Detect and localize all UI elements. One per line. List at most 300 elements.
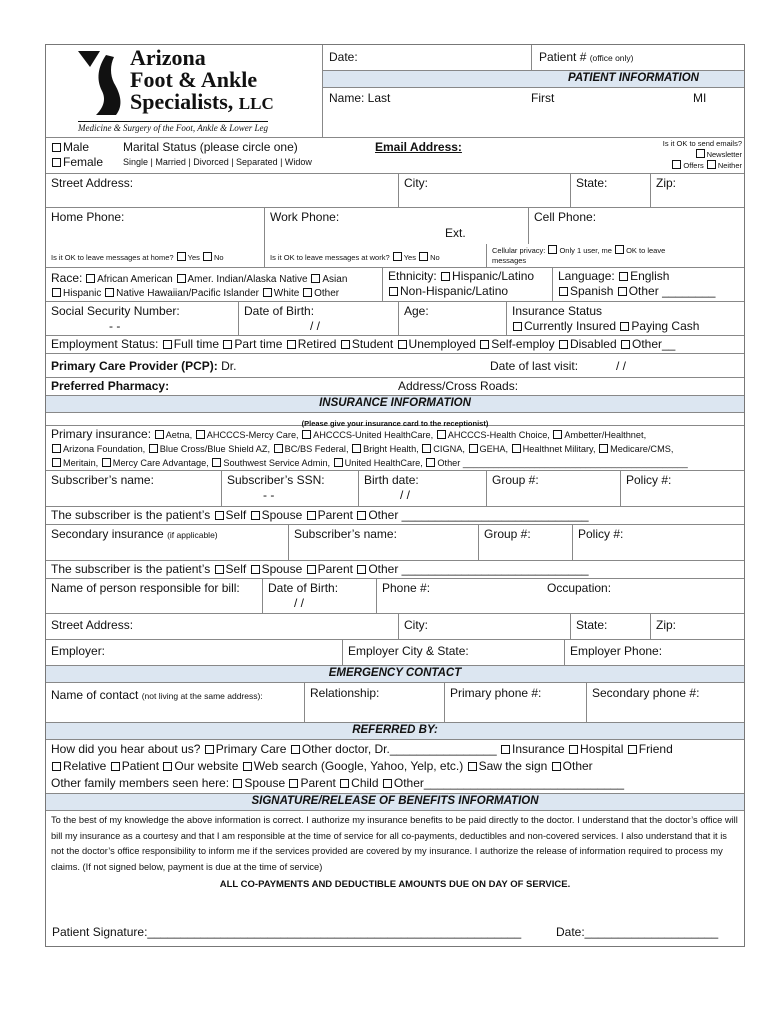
insurance-option: Aetna, <box>165 430 193 440</box>
emergency-name-line <box>51 688 299 703</box>
checkbox[interactable] <box>287 340 296 349</box>
secondary-subscriber-label: Subscriber’s name: <box>294 527 397 541</box>
checkbox[interactable] <box>52 288 61 297</box>
employment-option: Part time <box>234 337 283 351</box>
work-message-question <box>270 252 481 263</box>
insurance-option: Other ____________________________________________ <box>437 458 688 468</box>
checkbox[interactable] <box>311 274 320 283</box>
cell-privacy-cell <box>486 244 744 267</box>
checkbox[interactable] <box>52 458 61 467</box>
checkbox[interactable] <box>203 252 212 261</box>
insurance-option: Healthnet Military, <box>522 444 596 454</box>
logo-llc: LLC <box>238 94 274 113</box>
checkbox[interactable] <box>341 340 350 349</box>
city-label: City: <box>404 176 428 190</box>
home-message-question <box>51 252 259 263</box>
employment-row <box>46 336 744 354</box>
employer-city-cell[interactable] <box>342 640 564 665</box>
emergency-row <box>46 683 744 723</box>
emergency-primary-label: Primary phone #: <box>450 686 542 700</box>
female-label: Female <box>63 155 104 169</box>
occupation-label: Occupation: <box>547 581 612 595</box>
pcp-cell[interactable] <box>46 354 744 377</box>
relationship-line-2 <box>51 562 739 577</box>
last-visit-label: Date of last visit: <box>490 359 579 373</box>
checkbox[interactable] <box>243 762 252 771</box>
employer-label: Employer: <box>51 644 106 658</box>
patient-number-note: (office only) <box>589 53 634 63</box>
subscriber-ssn-cell[interactable] <box>221 471 358 506</box>
subscriber-birth-cell[interactable] <box>358 471 486 506</box>
checkbox[interactable] <box>52 143 61 152</box>
responsible-dob-cell[interactable] <box>262 579 376 613</box>
checkbox[interactable] <box>215 565 224 574</box>
responsible-street-cell[interactable] <box>46 614 398 639</box>
checkbox[interactable] <box>357 565 366 574</box>
subscriber-row <box>46 471 744 507</box>
checkbox[interactable] <box>621 340 630 349</box>
spouse-label: Spouse <box>261 562 303 576</box>
responsible-address-row <box>46 614 744 640</box>
checkbox[interactable] <box>619 272 628 281</box>
referred-section-header <box>46 723 744 740</box>
checkbox[interactable] <box>469 444 478 453</box>
relationship-row-2 <box>46 561 744 579</box>
other-label: Other ____________________________ <box>368 562 589 576</box>
emergency-section-header <box>46 666 744 683</box>
responsible-zip-cell[interactable] <box>650 614 744 639</box>
employment-option: Unemployed <box>408 337 476 351</box>
checkbox[interactable] <box>422 444 431 453</box>
last-name-label: Name: Last <box>329 91 391 105</box>
home-phone-label: Home Phone: <box>51 210 125 224</box>
responsible-state-cell[interactable] <box>570 614 650 639</box>
policy-cell[interactable] <box>620 471 744 506</box>
insurance-option: Arizona Foundation, <box>63 444 146 454</box>
signature-block <box>46 811 744 946</box>
newsletter-option[interactable] <box>636 149 742 160</box>
checkbox[interactable] <box>205 745 214 754</box>
ref-patient: Patient <box>121 759 160 773</box>
zip-cell[interactable] <box>650 174 744 207</box>
checkbox[interactable] <box>303 288 312 297</box>
state-cell[interactable] <box>570 174 650 207</box>
checkbox[interactable] <box>177 252 186 261</box>
checkbox[interactable] <box>419 252 428 261</box>
insurance-option: AHCCCS-United HealthCare, <box>313 430 434 440</box>
work-message-cell <box>264 244 486 267</box>
logo-line-3 <box>130 91 274 115</box>
language-other: Other ________ <box>628 284 716 298</box>
checkbox[interactable] <box>426 458 435 467</box>
emergency-primary-cell[interactable] <box>444 683 586 722</box>
ethnicity-hispanic: Hispanic/Latino <box>452 269 535 283</box>
zip-label: Zip: <box>656 176 677 190</box>
race-white: White <box>273 288 300 299</box>
pcp-label-line <box>51 359 739 374</box>
checkbox[interactable] <box>291 745 300 754</box>
secondary-group-cell[interactable] <box>478 525 572 560</box>
checkbox[interactable] <box>383 779 392 788</box>
fam-spouse: Spouse <box>244 776 286 790</box>
insurance-status-label: Insurance Status <box>512 304 603 318</box>
relationship-label: The subscriber is the patient’s <box>51 562 211 576</box>
logo-line-1: Arizona <box>130 45 206 70</box>
checkbox[interactable] <box>105 288 114 297</box>
race-cell <box>46 268 382 301</box>
secondary-policy-cell[interactable] <box>572 525 744 560</box>
secondary-insurance-row <box>46 525 744 561</box>
pcp-label: Primary Care Provider (PCP): <box>51 359 218 373</box>
employment-option: Disabled <box>569 337 617 351</box>
patient-info-title-text: PATIENT INFORMATION <box>568 72 699 84</box>
ethnicity-line-2 <box>388 284 547 299</box>
checkbox[interactable] <box>302 430 311 439</box>
patient-number-text: Patient # <box>539 50 587 64</box>
dob-cell[interactable] <box>238 302 398 335</box>
checkbox[interactable] <box>512 444 521 453</box>
checkbox[interactable] <box>480 340 489 349</box>
ethnicity-label: Ethnicity: <box>388 269 437 283</box>
offers-option[interactable] <box>636 160 742 171</box>
date-label: Date: <box>329 50 358 64</box>
race-row <box>46 268 744 302</box>
referred-line-1 <box>51 741 739 758</box>
checkbox[interactable] <box>149 444 158 453</box>
checkbox[interactable] <box>111 762 120 771</box>
checkbox[interactable] <box>615 245 624 254</box>
referred-row <box>46 740 744 794</box>
responsible-dob-label: Date of Birth: <box>268 581 339 595</box>
emergency-secondary-label: Secondary phone #: <box>592 686 700 700</box>
marital-cell <box>118 138 364 173</box>
secondary-policy-label: Policy #: <box>578 527 624 541</box>
subscriber-name-label: Subscriber’s name: <box>51 473 154 487</box>
parent-label: Parent <box>317 508 353 522</box>
cell-privacy-line <box>492 245 739 256</box>
race-hawaiian: Native Hawaiian/Pacific Islander <box>116 288 259 299</box>
group-label: Group #: <box>492 473 539 487</box>
checkbox[interactable] <box>52 444 61 453</box>
checkbox[interactable] <box>307 565 316 574</box>
yes-label: Yes <box>187 253 200 262</box>
insurance-option: Bright Health, <box>363 444 419 454</box>
patient-registration-form <box>45 44 745 947</box>
self-label: Self <box>225 562 247 576</box>
responsible-city-cell[interactable] <box>398 614 570 639</box>
checkbox[interactable] <box>334 458 343 467</box>
ssn-cell[interactable] <box>46 302 238 335</box>
checkbox[interactable] <box>263 288 272 297</box>
employment-label: Employment Status: <box>51 337 159 351</box>
responsible-name-cell[interactable] <box>46 579 262 613</box>
no-label: No <box>214 253 224 262</box>
checkbox[interactable] <box>196 430 205 439</box>
male-label: Male <box>63 140 90 154</box>
ssn-label: Social Security Number: <box>51 304 180 318</box>
responsible-name-label: Name of person responsible for bill: <box>51 581 240 595</box>
checkbox[interactable] <box>389 287 398 296</box>
checkbox[interactable] <box>672 160 681 169</box>
spouse-label: Spouse <box>261 508 303 522</box>
responsible-street-label: Street Address: <box>51 618 134 632</box>
checkbox[interactable] <box>548 245 557 254</box>
ethnicity-cell <box>382 268 552 301</box>
checkbox[interactable] <box>340 779 349 788</box>
checkbox[interactable] <box>559 340 568 349</box>
paying-cash: Paying Cash <box>631 319 700 333</box>
only-user-label: Only 1 user, me <box>559 246 612 255</box>
checkbox[interactable] <box>620 322 629 331</box>
employment-option: Self-employ <box>491 337 555 351</box>
insurance-option: CIGNA, <box>433 444 465 454</box>
insurance-note-row <box>46 413 744 426</box>
logo-specialists: Specialists, <box>130 89 234 114</box>
self-label: Self <box>225 508 247 522</box>
ref-website: Our website <box>174 759 239 773</box>
emergency-relationship-label: Relationship: <box>310 686 380 700</box>
insurance-option: Ambetter/Healthnet, <box>564 430 647 440</box>
header-right <box>322 45 744 137</box>
checkbox[interactable] <box>212 458 221 467</box>
pharmacy-cell[interactable] <box>46 378 744 395</box>
employer-city-label: Employer City & State: <box>348 644 469 658</box>
insurance-option: BC/BS Federal, <box>284 444 349 454</box>
checkbox[interactable] <box>357 511 366 520</box>
checkbox[interactable] <box>501 745 510 754</box>
checkbox[interactable] <box>102 458 111 467</box>
cross-roads-label: Address/Cross Roads: <box>398 379 519 393</box>
checkbox[interactable] <box>393 252 402 261</box>
subscriber-ssn-dashes: - - <box>263 488 275 502</box>
checkbox[interactable] <box>233 779 242 788</box>
race-hispanic: Hispanic <box>63 288 102 299</box>
age-label: Age: <box>404 304 429 318</box>
checkbox[interactable] <box>707 160 716 169</box>
insurance-section-header <box>46 396 744 413</box>
insurance-option: Medicare/CMS, <box>610 444 674 454</box>
checkbox[interactable] <box>618 287 627 296</box>
checkbox[interactable] <box>468 762 477 771</box>
fam-parent: Parent <box>300 776 336 790</box>
ref-other: Other <box>562 759 593 773</box>
work-phone-label: Work Phone: <box>270 210 340 224</box>
ssn-row <box>46 302 744 336</box>
newsletter-label: Newsletter <box>706 150 742 159</box>
responsible-row <box>46 579 744 614</box>
checkbox[interactable] <box>559 287 568 296</box>
currently-insured: Currently Insured <box>524 319 617 333</box>
subscriber-birth-slashes: / / <box>400 488 411 502</box>
insurance-status-options <box>512 319 739 334</box>
checkbox[interactable] <box>553 430 562 439</box>
checkbox[interactable] <box>628 745 637 754</box>
ext-label: Ext. <box>445 226 466 240</box>
street-label: Street Address: <box>51 176 134 190</box>
employment-option: Other__ <box>632 337 676 351</box>
primary-insurance-cell <box>46 426 744 470</box>
home-q-text: Is it OK to leave messages at home? <box>51 253 174 262</box>
ref-relative: Relative <box>63 759 107 773</box>
responsible-dob-slashes: / / <box>294 596 305 610</box>
primary-insurance-row <box>46 426 744 471</box>
primary-insurance-label: Primary insurance: <box>51 427 152 441</box>
relationship-cell <box>46 507 744 524</box>
checkbox[interactable] <box>696 149 705 158</box>
checkbox[interactable] <box>215 511 224 520</box>
checkbox[interactable] <box>163 340 172 349</box>
checkbox[interactable] <box>513 322 522 331</box>
insurance-option: Blue Cross/Blue Shield AZ, <box>159 444 271 454</box>
employment-option: Full time <box>173 337 220 351</box>
primary-insurance-line-3 <box>51 456 739 470</box>
home-phone-cell[interactable] <box>46 208 264 244</box>
insurance-option: Meritain, <box>63 458 99 468</box>
street-cell[interactable] <box>46 174 398 207</box>
insurance-note: (Please give your insurance card to the receptionist) <box>301 419 489 428</box>
fam-other: Other______________________________ <box>393 776 625 790</box>
secondary-insurance-label-line <box>51 527 283 542</box>
race-asian: Asian <box>322 274 348 285</box>
subscriber-name-cell[interactable] <box>46 471 221 506</box>
checkbox[interactable] <box>251 511 260 520</box>
copay-notice: ALL CO-PAYMENTS AND DEDUCTIBLE AMOUNTS DUE ON DAY OF SERVICE. <box>219 879 571 890</box>
occupation-cell[interactable] <box>540 579 744 613</box>
offers-label: Offers <box>683 161 704 170</box>
age-cell[interactable] <box>398 302 506 335</box>
emergency-title: EMERGENCY CONTACT <box>328 667 462 679</box>
checkbox[interactable] <box>52 158 61 167</box>
subscriber-ssn-label: Subscriber’s SSN: <box>227 473 325 487</box>
primary-insurance-line-2 <box>51 442 739 456</box>
cell-phone-cell[interactable] <box>528 208 744 244</box>
dob-slashes: / / <box>310 319 321 333</box>
state-label: State: <box>576 176 608 190</box>
gender-male[interactable] <box>51 140 113 155</box>
insurance-option: Southwest Service Admin, <box>223 458 331 468</box>
secondary-insurance-cell[interactable] <box>46 525 288 560</box>
referred-title: REFERRED BY: <box>352 724 438 736</box>
checkbox[interactable] <box>441 272 450 281</box>
race-native: Amer. Indian/Alaska Native <box>187 274 308 285</box>
patient-signature-line[interactable]: Patient Signature:________________________________________________________ <box>52 925 522 939</box>
checkbox[interactable] <box>569 745 578 754</box>
ethnicity-line-1 <box>388 269 547 284</box>
race-other: Other <box>314 288 340 299</box>
emergency-secondary-cell[interactable] <box>586 683 744 722</box>
employer-phone-cell[interactable] <box>564 640 744 665</box>
messages-row <box>46 244 744 268</box>
employer-row <box>46 640 744 666</box>
insurance-option: GEHA, <box>479 444 509 454</box>
responsible-zip-label: Zip: <box>656 618 677 632</box>
signature-title: SIGNATURE/RELEASE OF BENEFITS INFORMATION <box>251 795 539 807</box>
checkbox[interactable] <box>599 444 608 453</box>
cell-privacy-text: Cellular privacy: <box>492 246 546 255</box>
insurance-status-cell <box>506 302 744 335</box>
mi-label: MI <box>693 91 707 105</box>
work-phone-cell[interactable] <box>264 208 528 244</box>
pharmacy-label: Preferred Pharmacy: <box>51 379 170 393</box>
responsible-phone-cell[interactable] <box>376 579 540 613</box>
checkbox[interactable] <box>251 565 260 574</box>
language-cell <box>552 268 744 301</box>
checkbox[interactable] <box>163 762 172 771</box>
work-q-text: Is it OK to leave messages at work? <box>270 253 390 262</box>
insurance-option: AHCCCS-Health Choice, <box>447 430 550 440</box>
pcp-dr: Dr. <box>221 359 237 373</box>
subscriber-birth-label: Birth date: <box>364 473 419 487</box>
emergency-relationship-cell[interactable] <box>304 683 444 722</box>
checkbox[interactable] <box>552 762 561 771</box>
relationship-cell-2 <box>46 561 744 578</box>
address-row <box>46 174 744 208</box>
checkbox[interactable] <box>52 762 61 771</box>
checkbox[interactable] <box>155 430 164 439</box>
checkbox[interactable] <box>352 444 361 453</box>
responsible-phone-label: Phone #: <box>382 581 431 595</box>
employer-cell[interactable] <box>46 640 342 665</box>
patient-info-title <box>323 70 744 88</box>
neither-label: Neither <box>717 161 742 170</box>
checkbox[interactable] <box>398 340 407 349</box>
city-cell[interactable] <box>398 174 570 207</box>
marital-options[interactable]: Single | Married | Divorced | Separated | Widow <box>123 157 312 167</box>
signature-date-line[interactable]: Date:____________________ <box>556 925 719 939</box>
release-paragraph: To the best of my knowledge the above information is correct. I authorize my insurance benefits to be paid directly to the doctor. I understand that the doctor’s office will bill my insurance as a courtesy and that I am responsible at the time of service for all co-payments, deductibles and non-covered services. I also understand that it is not the doctor’s office responsibility to inform me if the services provided are covered by my insurance. I authorize the release of information required to process my claims. (If not signed below, payment is due at the time of service) <box>51 815 738 872</box>
policy-label: Policy #: <box>626 473 672 487</box>
employer-phone-label: Employer Phone: <box>570 644 663 658</box>
relationship-label: The subscriber is the patient’s <box>51 508 211 522</box>
ref-insurance: Insurance <box>511 742 565 756</box>
race-line-2 <box>51 287 377 301</box>
checkbox[interactable] <box>307 511 316 520</box>
gender-female[interactable] <box>51 155 113 170</box>
patient-number-label <box>539 50 634 65</box>
family-members-label: Other family members seen here: <box>51 776 230 790</box>
insurance-title: INSURANCE INFORMATION <box>319 397 471 409</box>
logo-block <box>46 45 322 137</box>
checkbox[interactable] <box>86 274 95 283</box>
ssn-dashes: - - <box>109 319 121 333</box>
primary-insurance-line-1 <box>51 427 739 442</box>
insurance-option: Mercy Care Advantage, <box>112 458 209 468</box>
employment-option: Retired <box>297 337 337 351</box>
last-visit-slashes: / / <box>616 359 627 373</box>
ref-hospital: Hospital <box>580 742 624 756</box>
checkbox[interactable] <box>437 430 446 439</box>
emergency-name-cell[interactable] <box>46 683 304 722</box>
checkbox[interactable] <box>177 274 186 283</box>
employment-option: Student <box>351 337 394 351</box>
checkbox[interactable] <box>274 444 283 453</box>
secondary-subscriber-cell[interactable] <box>288 525 478 560</box>
form-header <box>46 45 744 138</box>
language-spanish: Spanish <box>570 284 614 298</box>
group-cell[interactable] <box>486 471 620 506</box>
referred-line-2 <box>51 758 739 775</box>
home-message-cell <box>46 244 264 267</box>
email-label: Email Address: <box>375 140 462 154</box>
gender-marital-row <box>46 138 744 174</box>
insurance-option: AHCCCS-Mercy Care, <box>206 430 299 440</box>
checkbox[interactable] <box>289 779 298 788</box>
ok-leave-label: OK to leave <box>626 246 666 255</box>
language-english: English <box>630 269 670 283</box>
language-line-2 <box>558 284 739 299</box>
checkbox[interactable] <box>223 340 232 349</box>
foot-logo-icon <box>76 49 128 119</box>
